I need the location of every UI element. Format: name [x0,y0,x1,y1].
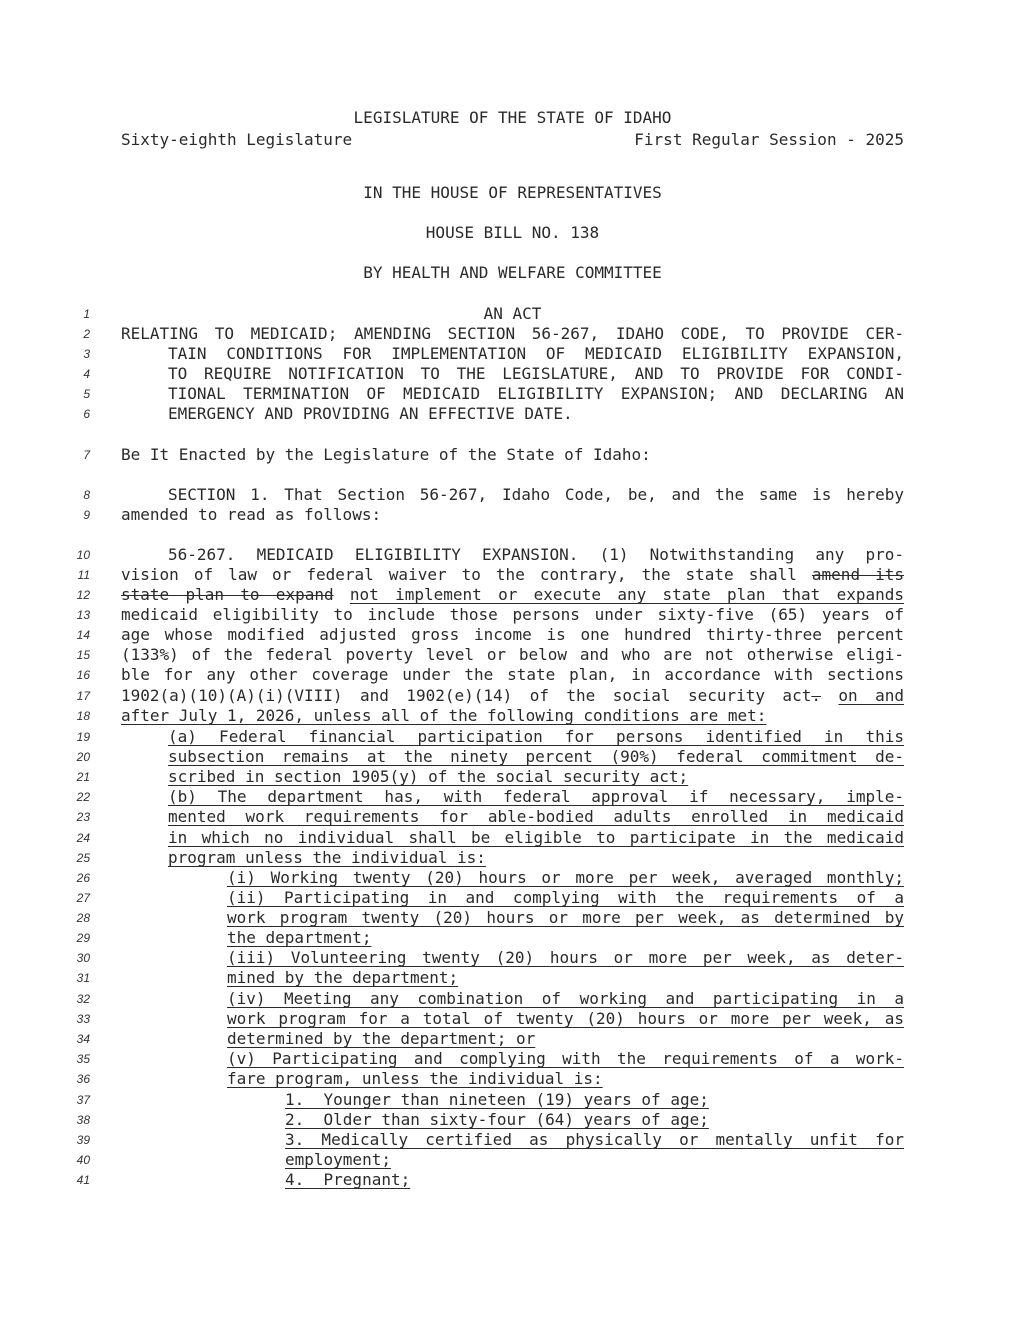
text-line [121,665,904,685]
line-number: 34 [76,1032,90,1046]
inserted-text: (iii) Volunteering twenty (20) hours or more per week, as deter- [227,948,904,967]
line-number: 9 [83,508,90,522]
line-number: 11 [77,568,90,582]
inserted-text: the department; [227,928,372,947]
line-number: 38 [76,1113,90,1127]
line-number: 14 [76,628,90,642]
text-line [168,807,904,827]
inserted-text: (a) Federal financial participation for persons identified in this [168,727,904,746]
inserted-text: fare program, unless the individual is: [227,1069,603,1088]
line-number: 21 [76,770,90,784]
line-number: 20 [76,750,90,764]
line-number: 36 [76,1072,90,1086]
line-text: TO REQUIRE NOTIFICATION TO THE LEGISLATURE, AND TO PROVIDE FOR CONDI- [168,364,904,383]
text-line [285,1170,904,1190]
inserted-text: determined by the department; or [227,1029,536,1048]
text-line [227,989,904,1009]
line-number: 28 [76,911,90,925]
inserted-text: (iv) Meeting any combination of working and participating in a [227,989,904,1008]
line-number: 39 [76,1133,90,1147]
session-legislature: Sixty-eighth Legislature [121,130,353,149]
line-text: amended to read as follows: [121,505,382,524]
inserted-text: 4. Pregnant; [285,1170,411,1189]
text-line [168,727,904,747]
text-line [168,485,904,505]
inserted-text: (v) Participating and complying with the requirements of a work- [227,1049,904,1068]
text-line [168,364,904,384]
text-line [227,888,904,908]
text-line [285,1090,904,1110]
text-line [121,445,904,465]
line-text [821,686,838,705]
inserted-text: (b) The department has, with federal approval if necessary, imple- [168,787,904,806]
inserted-text: 3. Medically certified as physically or mentally unfit for [285,1130,904,1149]
line-text: RELATING TO MEDICAID; AMENDING SECTION 56-267, IDAHO CODE, TO PROVIDE CER- [121,324,904,343]
text-line [121,605,904,625]
text-line [168,384,904,404]
line-number: 31 [76,971,90,985]
line-number: 16 [76,668,90,682]
text-line [285,1130,904,1150]
line-number: 8 [83,488,90,502]
legislature-title: LEGISLATURE OF THE STATE OF IDAHO [353,108,672,127]
line-text: 1902(a)(10)(A)(i)(VIII) and 1902(e)(14) of the social security act [121,686,812,705]
line-number: 13 [76,608,90,622]
inserted-text: mined by the department; [227,968,459,987]
text-line [227,968,904,988]
inserted-text: subsection remains at the ninety percent (90%) federal commitment de- [168,747,904,766]
line-number: 19 [76,730,90,744]
inserted-text: (i) Working twenty (20) hours or more per week, averaged monthly; [227,868,904,887]
text-line [227,928,904,948]
text-line [121,625,904,645]
line-text: (133%) of the federal poverty level or below and who are not otherwise eligi- [121,645,904,664]
inserted-text: program unless the individual is: [168,848,486,867]
line-number: 15 [76,648,90,662]
session-line [121,130,904,150]
inserted-text: not implement or execute any state plan that expands [349,585,905,604]
line-number: 5 [83,387,90,401]
line-number: 17 [76,689,90,703]
line-number: 18 [76,709,90,723]
inserted-text: 2. Older than sixty-four (64) years of age; [285,1110,709,1129]
inserted-text: after July 1, 2026, unless all of the following conditions are met: [121,706,767,725]
text-line [285,1150,904,1170]
text-line [121,645,904,665]
line-number: 40 [76,1153,90,1167]
inserted-text: in which no individual shall be eligible to participate in the medicaid [168,828,904,847]
line-number: 29 [76,931,90,945]
inserted-text: mented work requirements for able-bodied adults enrolled in medicaid [168,807,904,826]
line-number: 3 [83,347,90,361]
text-line [285,1110,904,1130]
text-line [168,787,904,807]
text-line [121,505,904,525]
line-number: 33 [76,1012,90,1026]
deleted-text: amend its [811,565,904,584]
text-line [168,344,904,364]
text-line [227,1009,904,1029]
inserted-text: on and [838,686,905,705]
text-line [168,828,904,848]
bill-number: HOUSE BILL NO. 138 [425,223,600,242]
text-line [121,706,904,726]
text-line [227,908,904,928]
line-number: 12 [76,588,90,602]
text-line [168,848,904,868]
line-number: 26 [76,871,90,885]
text-line [121,324,904,344]
text-line [227,1049,904,1069]
line-number: 10 [76,548,90,562]
text-line [168,767,904,787]
line-number: 4 [83,367,90,381]
inserted-text: work program twenty (20) hours or more per week, as determined by [227,908,904,927]
deleted-text: . [811,686,821,705]
line-text [334,585,350,604]
text-line [121,686,904,706]
line-text: 56-267. MEDICAID ELIGIBILITY EXPANSION. (1) Notwithstanding any pro- [168,545,904,564]
line-number: 27 [76,891,90,905]
line-number: 41 [76,1173,90,1187]
line-number: 37 [76,1093,90,1107]
text-line [227,1069,904,1089]
line-number: 6 [83,407,90,421]
line-number: 22 [76,790,90,804]
line-text: TIONAL TERMINATION OF MEDICAID ELIGIBILITY EXPANSION; AND DECLARING AN [168,384,904,403]
text-line [121,304,904,324]
text-line [168,404,904,424]
inserted-text: 1. Younger than nineteen (19) years of age; [285,1090,709,1109]
line-number: 30 [76,951,90,965]
text-line [227,1029,904,1049]
text-line [168,747,904,767]
line-text: ble for any other coverage under the state plan, in accordance with sections [121,665,904,684]
line-text: age whose modified adjusted gross income is one hundred thirty-three percent [121,625,904,644]
line-number: 25 [76,851,90,865]
line-text: vision of law or federal waiver to the contrary, the state shall [121,565,812,584]
line-text: Be It Enacted by the Legislature of the State of Idaho: [121,445,651,464]
line-text: medicaid eligibility to include those persons under sixty-five (65) years of [121,605,904,624]
line-number: 32 [76,992,90,1006]
text-line [168,545,904,565]
deleted-text: state plan to expand [121,585,334,604]
line-number: 1 [83,307,90,321]
text-line [227,868,904,888]
chamber-heading: IN THE HOUSE OF REPRESENTATIVES [363,183,662,202]
line-text: SECTION 1. That Section 56-267, Idaho Code, be, and the same is hereby [168,485,904,504]
inserted-text: (ii) Participating in and complying with the requirements of a [227,888,904,907]
line-number: 24 [76,831,90,845]
text-line [121,585,904,605]
line-number: 23 [76,810,90,824]
inserted-text: work program for a total of twenty (20) hours or more per week, as [227,1009,904,1028]
session-year: First Regular Session - 2025 [634,130,904,149]
line-number: 2 [83,327,90,341]
sponsor-line: BY HEALTH AND WELFARE COMMITTEE [363,263,662,282]
line-number: 35 [76,1052,90,1066]
line-text: EMERGENCY AND PROVIDING AN EFFECTIVE DATE. [168,404,573,423]
inserted-text: scribed in section 1905(y) of the social security act; [168,767,689,786]
line-text: AN ACT [483,304,542,323]
line-text: TAIN CONDITIONS FOR IMPLEMENTATION OF MEDICAID ELIGIBILITY EXPANSION, [168,344,904,363]
text-line [121,565,904,585]
text-line [227,948,904,968]
line-number: 7 [83,448,90,462]
inserted-text: employment; [285,1150,391,1169]
